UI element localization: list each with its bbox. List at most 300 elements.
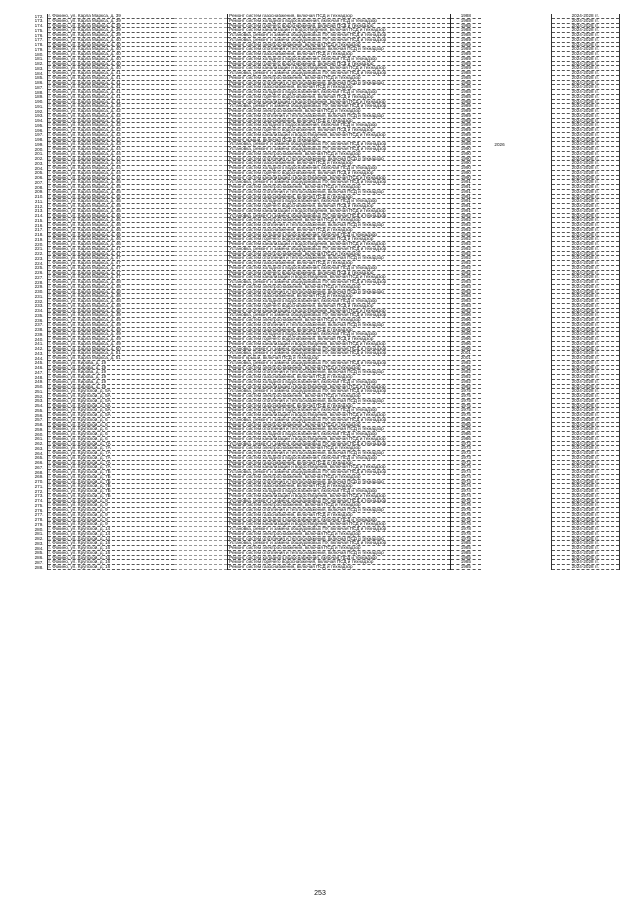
repair-plan-table — [20, 14, 620, 570]
address-cell: г. Фокино, ул. Карла Маркса, д. 47 — [47, 275, 174, 280]
row-number-cell: 226. — [34, 270, 44, 275]
address-cell: г. Фокино, ул. Карла Маркса, д. 40 — [47, 47, 174, 52]
row-number-cell: 268. — [34, 469, 44, 475]
row-number-cell: 219. — [34, 236, 44, 242]
address-cell: г. Фокино, ул. Карла Маркса, д. 47 — [47, 261, 174, 266]
row-number-cell: 204. — [34, 165, 44, 171]
row-number-cell: 202. — [34, 156, 44, 161]
period-cell: 2024-2028 гг. — [551, 47, 619, 52]
address-cell: г. Фокино, ул. Карла Маркса, д. 44 — [47, 151, 174, 156]
period-cell: 2024-2028 гг. — [551, 185, 619, 190]
work-type-cell: Ремонт систем газоснабжения, включая ПСД и технадзор — [228, 484, 450, 489]
period-cell: 2024-2028 гг. — [551, 265, 619, 270]
period-cell: 2024-2028 гг. — [551, 56, 619, 61]
work-type-cell: Ремонт систем горячего водоснабжения, включая ПСД и технадзор — [228, 204, 450, 209]
work-type-cell: Ремонт систем электроснабжения, включая ПСД и технадзор — [228, 503, 450, 508]
period-cell: 2024-2028 гг. — [551, 180, 619, 185]
work-type-cell: Ремонт систем горячего водоснабжения, включая ПСД и технадзор — [228, 560, 450, 565]
address-cell: г. Фокино, ул. Крупской, д. 9 — [47, 517, 174, 522]
address-cell: г. Фокино, ул. Карла Маркса, д. 47 — [47, 246, 174, 251]
year-built-cell: 1986 — [450, 417, 481, 422]
table-body — [20, 14, 620, 569]
work-type-cell: Установка, ремонт и замена общедомовых ПУ, включая ПСД и технадзор — [228, 389, 450, 394]
period-cell: 2024-2028 гг. — [551, 375, 619, 380]
year-built-cell: 1988 — [450, 90, 481, 95]
year-built-cell: 1975 — [450, 394, 481, 399]
address-cell: г. Фокино, ул. Карла Маркса, д. 45 — [47, 208, 174, 213]
period-cell: 2024-2028 гг. — [551, 37, 619, 42]
address-cell: г. Фокино, ул. Карла Маркса, д. 39 — [47, 28, 174, 33]
work-type-cell: Ремонт систем горячего водоснабжения, включая ПСД и технадзор — [228, 128, 450, 133]
work-type-cell: Ремонт систем горячего водоснабжения, включая ПСД и технадзор — [228, 303, 450, 308]
address-cell: г. Фокино, ул. Карла Маркса, д. 41 — [47, 80, 174, 85]
year-built-cell: 1992 — [450, 232, 481, 237]
year-built-cell: 1973 — [450, 455, 481, 460]
work-type-cell: Ремонт систем электроснабжения, включая ПСД и технадзор — [228, 109, 450, 114]
year-built-cell: 1975 — [450, 408, 481, 413]
work-type-cell: Ремонт систем канализации и водоотведения, включая ПСД и технадзор — [228, 308, 450, 313]
work-type-cell: Ремонт систем электроснабжения, включая ПСД и технадзор — [228, 151, 450, 156]
period-cell: 2024-2028 гг. — [551, 166, 619, 171]
row-number-cell: 227. — [34, 274, 44, 280]
row-number-cell: 264. — [34, 450, 44, 456]
period-cell: 2024-2028 гг. — [551, 550, 619, 555]
work-type-cell: Установка, ремонт и замена общедомовых ПУ, включая ПСД и технадзор — [228, 142, 450, 147]
period-cell: 2024-2028 гг. — [551, 337, 619, 342]
address-cell: г. Фокино, ул. Карла Маркса, д. 41 — [47, 90, 174, 95]
work-type-cell: Ремонт систем электроснабжения, включая ПСД и технадзор — [228, 42, 450, 47]
row-number-cell: 267. — [34, 464, 44, 470]
address-cell: г. Фокино, ул. Карла Маркса, д. 50 — [47, 346, 174, 351]
row-number-cell: 191. — [34, 103, 44, 109]
year-built-cell: 1988 — [450, 18, 481, 23]
row-number-cell: 260. — [34, 431, 44, 437]
year-built-cell: 1993 — [450, 284, 481, 289]
period-cell: 2024-2028 гг. — [551, 280, 619, 285]
work-type-cell: Ремонт систем газоснабжения, включая ПСД и технадзор — [228, 227, 450, 232]
work-type-cell: Ремонт систем холодного водоснабжения, включая ПСД и технадзор — [228, 123, 450, 128]
address-cell: г. Фокино, ул. Карла Маркса, д. 48 — [47, 284, 174, 289]
address-cell: г. Фокино, ул. Карла Маркса, д. 49 — [47, 327, 174, 332]
address-cell: г. Фокино, ул. Карла Маркса, д. 46 — [47, 242, 174, 247]
row-number-cell: 179. — [34, 46, 44, 52]
row-number-cell: 233. — [34, 303, 44, 308]
year-built-cell: 1976 — [450, 512, 481, 517]
row-number-cell: 255. — [34, 407, 44, 413]
row-number-cell: 229. — [34, 284, 44, 289]
row-number-cell: 271. — [34, 483, 44, 489]
work-type-cell: Ремонт систем канализации и водоотведения, включая ПСД и технадзор — [228, 413, 450, 418]
year-built-cell: 1992 — [450, 379, 481, 384]
period-cell: 2024-2028 гг. — [551, 66, 619, 71]
period-cell: 2024-2028 гг. — [551, 555, 619, 560]
period-cell: 2024-2028 гг. — [551, 289, 619, 294]
row-number-cell: 259. — [34, 426, 44, 432]
row-number-cell: 258. — [34, 422, 44, 427]
period-cell: 2024-2028 гг. — [551, 99, 619, 104]
address-cell: г. Фокино, ул. Крупской, д. 7А — [47, 451, 174, 456]
row-number-cell: 263. — [34, 445, 44, 451]
address-cell: г. Фокино, ул. Крупской, д. 7Б — [47, 474, 174, 479]
year-built-cell: 1973 — [450, 451, 481, 456]
address-cell: г. Фокино, ул. Карла Маркса, д. 41 — [47, 85, 174, 90]
row-number-cell: 240. — [34, 336, 44, 342]
work-type-cell: Ремонт систем отопления и теплоснабжения, включая ПСД и технадзор — [228, 156, 450, 161]
address-cell: г. Фокино, ул. Крупской, д. 16 — [47, 550, 174, 555]
row-number-cell: 281. — [34, 531, 44, 536]
period-cell: 2024-2028 гг. — [551, 441, 619, 446]
work-type-cell: Ремонт систем газоснабжения, включая ПСД и технадзор — [228, 52, 450, 57]
address-cell: г. Фокино, ул. Кирова, д. 19 — [47, 379, 174, 384]
work-type-cell: Ремонт систем горячего водоснабжения, включая ПСД и технадзор — [228, 170, 450, 175]
work-type-cell: Установка, ремонт и замена общедомовых ПУ, включая ПСД и технадзор — [228, 104, 450, 109]
row-number-cell: 231. — [34, 293, 44, 299]
period-cell: 2024-2028 гг. — [551, 132, 619, 137]
work-type-cell: Ремонт систем холодного водоснабжения, включая ПСД и технадзор — [228, 408, 450, 413]
address-cell: г. Фокино, ул. Карла Маркса, д. 40 — [47, 66, 174, 71]
address-cell: г. Фокино, ул. Карла Маркса, д. 47 — [47, 256, 174, 261]
row-number-cell: 232. — [34, 298, 44, 304]
period-cell: 2024-2028 гг. — [551, 80, 619, 85]
address-cell: г. Фокино, ул. Карла Маркса, д. 40 — [47, 52, 174, 57]
period-cell: 2024-2028 гг. — [551, 275, 619, 280]
year-built-cell: 1993 — [450, 280, 481, 285]
year-built-cell: 1993 — [450, 303, 481, 308]
period-cell: 2024-2028 гг. — [551, 128, 619, 133]
year-built-cell: 1988 — [450, 99, 481, 104]
year-built-cell: 1989 — [450, 123, 481, 128]
work-type-cell: Ремонт систем холодного водоснабжения, включая ПСД и технадзор — [228, 489, 450, 494]
work-type-cell: Ремонт систем электроснабжения, включая ПСД и технадзор — [228, 365, 450, 370]
row-number-cell: 278. — [34, 517, 44, 522]
work-type-cell: Ремонт систем канализации и водоотведения, включая ПСД и технадзор — [228, 384, 450, 389]
work-type-cell: Ремонт систем отопления и теплоснабжения, включая ПСД и технадзор — [228, 189, 450, 194]
work-type-cell: Установка, ремонт и замена общедомовых ПУ, включая ПСД и технадзор — [228, 541, 450, 546]
row-number-cell: 277. — [34, 512, 44, 517]
row-number-cell: 235. — [34, 312, 44, 318]
year-built-cell: 1989 — [450, 56, 481, 61]
period-cell: 2024-2028 гг. — [551, 489, 619, 494]
work-type-cell: Ремонт систем канализации и водоотведения, включая ПСД и технадзор — [228, 493, 450, 498]
address-cell: г. Фокино, ул. Карла Маркса, д. 49 — [47, 341, 174, 346]
period-cell: 2024-2028 гг. — [551, 137, 619, 142]
work-type-cell: Ремонт систем горячего водоснабжения, включая ПСД и технадзор — [228, 23, 450, 28]
work-type-cell: Ремонт систем холодного водоснабжения, включая ПСД и технадзор — [228, 199, 450, 204]
work-type-cell: Ремонт систем холодного водоснабжения, включая ПСД и технадзор — [228, 332, 450, 337]
page-number: 253 — [314, 890, 326, 897]
period-cell: 2024-2028 гг. — [551, 498, 619, 503]
work-type-cell: Ремонт систем холодного водоснабжения, включая ПСД и технадзор — [228, 232, 450, 237]
address-cell: г. Фокино, ул. Карла Маркса, д. 43 — [47, 142, 174, 147]
period-cell: 2024-2028 гг. — [551, 204, 619, 209]
work-type-cell: Ремонт систем газоснабжения, включая ПСД и технадзор — [228, 375, 450, 380]
address-cell: г. Фокино, ул. Карла Маркса, д. 46 — [47, 227, 174, 232]
address-cell: г. Фокино, ул. Крупской, д. 5А — [47, 403, 174, 408]
year-built-cell: 1989 — [450, 109, 481, 114]
work-type-cell: Ремонт систем холодного водоснабжения, включая ПСД и технадзор — [228, 432, 450, 437]
row-number-cell: 217. — [34, 227, 44, 232]
period-cell: 2024-2028 гг. — [551, 308, 619, 313]
period-cell: 2024-2028 гг. — [551, 261, 619, 266]
row-number-cell: 196. — [34, 127, 44, 133]
period-cell: 2024-2028 гг. — [551, 403, 619, 408]
address-cell: г. Фокино, ул. Крупской, д. 9 — [47, 508, 174, 513]
period-cell: 2024-2028 гг. — [551, 161, 619, 166]
period-cell: 2024-2028 гг. — [551, 365, 619, 370]
work-type-cell: Ремонт систем отопления и теплоснабжения, включая ПСД и технадзор — [228, 370, 450, 375]
work-type-cell: Ремонт систем холодного водоснабжения, включая ПСД и технадзор — [228, 90, 450, 95]
address-cell: г. Фокино, ул. Карла Маркса, д. 47 — [47, 270, 174, 275]
address-cell: г. Фокино, ул. Карла Маркса, д. 40 — [47, 56, 174, 61]
period-cell: 2024-2028 гг. — [551, 389, 619, 394]
period-cell: 2024-2028 гг. — [551, 536, 619, 541]
address-cell: г. Фокино, ул. Карла Маркса, д. 39 — [47, 23, 174, 28]
row-number-cell: 269. — [34, 474, 44, 479]
period-cell: 2024-2028 гг. — [551, 246, 619, 251]
address-cell: г. Фокино, ул. Крупской, д. 6 — [47, 427, 174, 432]
address-cell: г. Фокино, ул. Крупской, д. 6 — [47, 422, 174, 427]
period-cell: 2024-2028 гг. — [551, 522, 619, 527]
period-cell: 2024-2028 гг. — [551, 223, 619, 228]
work-type-cell: Установка, ремонт и замена общедомовых ПУ, включая ПСД и технадзор — [228, 71, 450, 76]
year-built-cell: 1996 — [450, 341, 481, 346]
year-built-cell: 1992 — [450, 370, 481, 375]
year-built-cell: 1996 — [450, 346, 481, 351]
period-cell: 2024-2028 гг. — [551, 71, 619, 76]
address-cell: г. Фокино, ул. Карла Маркса, д. 42 — [47, 113, 174, 118]
row-number-cell: 280. — [34, 526, 44, 532]
address-cell: г. Фокино, ул. Карла Маркса, д. 44 — [47, 170, 174, 175]
address-cell: г. Фокино, ул. Карла Маркса, д. 42 — [47, 104, 174, 109]
period-cell: 2024-2028 гг. — [551, 61, 619, 66]
year-built-cell: 1993 — [450, 289, 481, 294]
address-cell: г. Фокино, ул. Крупской, д. 7А — [47, 460, 174, 465]
address-cell: г. Фокино, ул. Карла Маркса, д. 49 — [47, 322, 174, 327]
address-cell: г. Фокино, ул. Крупской, д. 16 — [47, 565, 174, 570]
address-cell: г. Фокино, ул. Крупской, д. 14 — [47, 531, 174, 536]
row-number-cell: 247. — [34, 369, 44, 375]
year-built-cell: 1985 — [450, 560, 481, 565]
address-cell: г. Фокино, ул. Карла Маркса, д. 48 — [47, 303, 174, 308]
period-cell: 2024-2028 гг. — [551, 42, 619, 47]
address-cell: г. Фокино, ул. Карла Маркса, д. 45 — [47, 199, 174, 204]
work-type-cell: Установка, ремонт и замена общедомовых ПУ, включая ПСД и технадзор — [228, 351, 450, 356]
work-type-cell: Ремонт систем канализации и водоотведения, включая ПСД и технадзор — [228, 341, 450, 346]
row-number-cell: 176. — [34, 32, 44, 38]
row-number-cell: 251. — [34, 388, 44, 394]
address-cell: г. Фокино, ул. Карла Маркса, д. 48 — [47, 308, 174, 313]
address-cell: г. Фокино, ул. Карла Маркса, д. 48 — [47, 289, 174, 294]
period-cell: 2024-2028 гг. — [551, 398, 619, 403]
address-cell: г. Фокино, ул. Крупской, д. 6 — [47, 432, 174, 437]
year-built-cell: 1990 — [450, 151, 481, 156]
row-number-cell: 252. — [34, 393, 44, 399]
period-cell: 2024-2028 гг. — [551, 318, 619, 323]
year-built-cell: 1976 — [450, 517, 481, 522]
row-number-cell: 185. — [34, 75, 44, 80]
work-type-cell: Ремонт систем отопления и теплоснабжения, включая ПСД и технадзор — [228, 322, 450, 327]
work-type-cell: Установка, ремонт и замена общедомовых ПУ, включая ПСД и технадзор — [228, 280, 450, 285]
row-number-cell: 239. — [34, 331, 44, 337]
year-built-cell: 1991 — [450, 208, 481, 213]
year-built-cell: 1996 — [450, 318, 481, 323]
address-cell: г. Фокино, ул. Карла Маркса, д. 41 — [47, 75, 174, 80]
address-cell: г. Фокино, ул. Карла Маркса, д. 40 — [47, 42, 174, 47]
period-cell: 2024-2028 гг. — [551, 432, 619, 437]
work-type-cell: Ремонт систем электроснабжения, включая ПСД и технадзор — [228, 422, 450, 427]
row-number-cell: 224. — [34, 260, 44, 266]
row-number-cell: 253. — [34, 398, 44, 403]
address-cell: г. Фокино, ул. Карла Маркса, д. 49 — [47, 318, 174, 323]
year-built-cell: 1996 — [450, 327, 481, 332]
work-type-cell: Ремонт систем холодного водоснабжения, включая ПСД и технадзор — [228, 379, 450, 384]
address-cell: г. Фокино, ул. Кирова, д. 19 — [47, 365, 174, 370]
period-cell: 2024-2028 гг. — [551, 427, 619, 432]
year-built-cell: 1989 — [450, 132, 481, 137]
row-number-cell: 244. — [34, 355, 44, 361]
row-number-cell: 220. — [34, 241, 44, 247]
address-cell: г. Фокино, ул. Карла Маркса, д. 45 — [47, 204, 174, 209]
address-cell: г. Фокино, ул. Крупской, д. 14 — [47, 527, 174, 532]
year-built-cell: 1985 — [450, 541, 481, 546]
period-cell: 2024-2028 гг. — [551, 394, 619, 399]
row-number-cell: 248. — [34, 374, 44, 380]
work-type-cell: Установка, ремонт и замена общедомовых ПУ, включая ПСД и технадзор — [228, 441, 450, 446]
year-built-cell: 1992 — [450, 251, 481, 256]
period-cell: 2024-2028 гг. — [551, 351, 619, 356]
row-number-cell: 210. — [34, 194, 44, 199]
address-cell: г. Фокино, ул. Карла Маркса, д. 42 — [47, 109, 174, 114]
row-number-cell: 265. — [34, 455, 44, 460]
address-cell: г. Фокино, ул. Крупской, д. 9 — [47, 522, 174, 527]
address-cell: г. Фокино, ул. Карла Маркса, д. 51 — [47, 356, 174, 361]
period-cell: 2024-2028 гг. — [551, 118, 619, 123]
period-cell: 2024-2028 гг. — [551, 541, 619, 546]
period-cell: 2024-2028 гг. — [551, 256, 619, 261]
period-cell: 2024-2028 гг. — [551, 332, 619, 337]
row-number-cell: 201. — [34, 151, 44, 156]
year-built-cell: 1986 — [450, 427, 481, 432]
year-built-cell: 1991 — [450, 199, 481, 204]
period-cell: 2024-2028 гг. — [551, 33, 619, 38]
work-type-cell: Ремонт систем канализации и водоотведения, включая ПСД и технадзор — [228, 132, 450, 137]
work-type-cell: Ремонт систем отопления и теплоснабжения, включая ПСД и технадзор — [228, 223, 450, 228]
work-type-cell: Ремонт систем газоснабжения, включая ПСД и технадзор — [228, 85, 450, 90]
address-cell: г. Фокино, ул. Крупской, д. 5А — [47, 394, 174, 399]
work-type-cell: Ремонт систем канализации и водоотведения, включая ПСД и технадзор — [228, 436, 450, 441]
period-cell: 2024-2028 гг. — [551, 199, 619, 204]
row-number-cell: 245. — [34, 360, 44, 365]
row-number-cell: 256. — [34, 412, 44, 418]
address-cell: г. Фокино, ул. Крупской, д. 5А — [47, 408, 174, 413]
address-cell: г. Фокино, ул. Карла Маркса, д. 47 — [47, 265, 174, 270]
year-built-cell: 1978 — [450, 536, 481, 541]
row-number-cell: 286. — [34, 555, 44, 560]
period-cell: 2024-2028 гг. — [551, 90, 619, 95]
work-type-cell: Ремонт систем отопления и теплоснабжения, включая ПСД и технадзор — [228, 113, 450, 118]
work-type-cell: Ремонт систем отопления и теплоснабжения, включая ПСД и технадзор — [228, 80, 450, 85]
year-built-cell: 1991 — [450, 204, 481, 209]
period-cell: 2024-2028 гг. — [551, 294, 619, 299]
address-cell: г. Фокино, ул. Крупской, д. 7А — [47, 446, 174, 451]
address-cell: г. Фокино, ул. Кирова, д. 19 — [47, 370, 174, 375]
row-number-cell: 262. — [34, 441, 44, 446]
work-type-cell: Ремонт систем отопления и теплоснабжения, включая ПСД и технадзор — [228, 398, 450, 403]
work-type-cell: Установка, ремонт и замена общедомовых ПУ, включая ПСД и технадзор — [228, 417, 450, 422]
period-cell: 2024-2028 гг. — [551, 313, 619, 318]
period-cell: 2024-2028 гг. — [551, 460, 619, 465]
work-type-cell: Ремонт систем отопления и теплоснабжения, включая ПСД и технадзор — [228, 451, 450, 456]
period-cell: 2024-2028 гг. — [551, 360, 619, 365]
row-number-cell: 181. — [34, 56, 44, 61]
year-built-cell: 1992 — [450, 384, 481, 389]
work-type-cell: Ремонт систем электроснабжения, включая ПСД и технадзор — [228, 394, 450, 399]
year-built-cell: 1975 — [450, 398, 481, 403]
year-built-cell: 1992 — [450, 360, 481, 365]
row-number-cell: 223. — [34, 255, 44, 261]
year-built-cell: 1990 — [450, 170, 481, 175]
period-cell: 2024-2028 гг. — [551, 493, 619, 498]
row-number-cell: 242. — [34, 346, 44, 351]
year-built-cell: 1988 — [450, 23, 481, 28]
year-built-cell: 1985 — [450, 546, 481, 551]
year-built-cell: 1986 — [450, 436, 481, 441]
work-type-cell: Ремонт систем канализации и водоотведения, включая ПСД и технадзор — [228, 175, 450, 180]
year-built-cell: 1988 — [450, 142, 481, 147]
year-built-cell: 1992 — [450, 246, 481, 251]
address-cell: г. Фокино, ул. Карла Маркса, д. 42 — [47, 123, 174, 128]
address-cell: г. Фокино, ул. Крупской, д. 5А — [47, 413, 174, 418]
period-cell: 2024-2028 гг. — [551, 94, 619, 99]
year-built-cell: 1989 — [450, 118, 481, 123]
year-built-cell: 1989 — [450, 47, 481, 52]
period-cell: 2024-2028 гг. — [551, 565, 619, 570]
year-built-cell: 1978 — [450, 531, 481, 536]
row-number-cell: 207. — [34, 179, 44, 185]
year-built-cell: 1988 — [450, 85, 481, 90]
period-cell: 2024-2028 гг. — [551, 208, 619, 213]
address-cell: г. Фокино, ул. Крупской, д. 5А — [47, 389, 174, 394]
row-number-cell: 197. — [34, 132, 44, 137]
row-number-cell: 261. — [34, 436, 44, 441]
year-built-cell: 1973 — [450, 460, 481, 465]
year-built-cell: 1986 — [450, 432, 481, 437]
work-type-cell: Установка, ремонт и замена общедомовых ПУ, включая ПСД и технадзор — [228, 180, 450, 185]
row-number-cell: 180. — [34, 51, 44, 57]
work-type-cell: Ремонт систем электроснабжения, включая ПСД и технадзор — [228, 474, 450, 479]
year-built-cell: 2001 — [450, 356, 481, 361]
row-number-cell: 257. — [34, 417, 44, 422]
work-type-cell: Установка, ремонт и замена общедомовых ПУ, включая ПСД и технадзор — [228, 213, 450, 218]
year-built-cell: 1974 — [450, 489, 481, 494]
year-built-cell: 1992 — [450, 261, 481, 266]
row-number-cell: 230. — [34, 289, 44, 294]
period-cell: 2024-2028 гг. — [551, 123, 619, 128]
row-number-cell: 198. — [34, 137, 44, 142]
work-type-cell: Ремонт систем канализации и водоотведения, включая ПСД и технадзор — [228, 465, 450, 470]
work-type-cell: Установка, ремонт и замена общедомовых ПУ, включая ПСД и технадзор — [228, 360, 450, 365]
row-number-cell: 177. — [34, 37, 44, 42]
work-type-cell: Ремонт систем электроснабжения, включая ПСД и технадзор — [228, 446, 450, 451]
address-cell: г. Фокино, ул. Крупской, д. 7Б — [47, 484, 174, 489]
row-number-cell: 215. — [34, 217, 44, 223]
period-cell: 2024-2028 гг. — [551, 270, 619, 275]
period-cell: 2024-2028 гг. — [551, 237, 619, 242]
year-built-cell: 1992 — [450, 256, 481, 261]
year-built-cell: 1993 — [450, 299, 481, 304]
row-number-cell: 216. — [34, 222, 44, 228]
year-built-cell: 1985 — [450, 565, 481, 570]
